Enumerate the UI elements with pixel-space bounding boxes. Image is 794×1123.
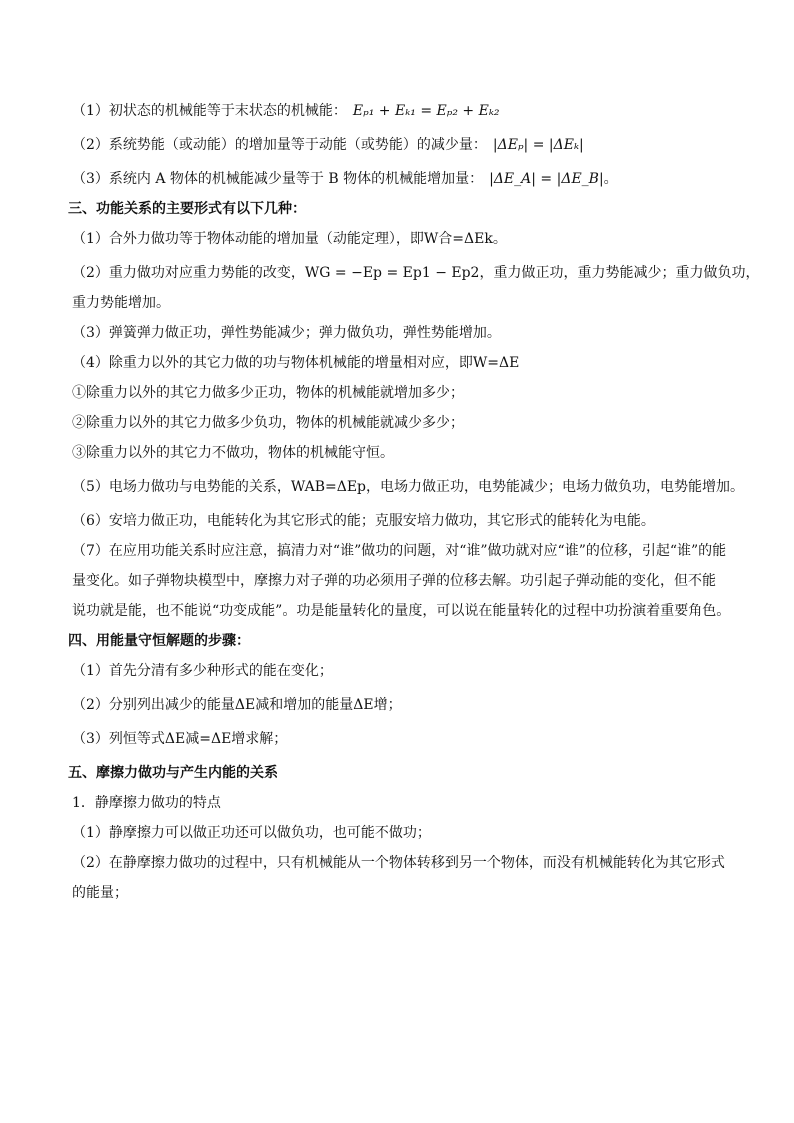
s5-item2-line1: （2）在静摩擦力做功的过程中，只有机械能从一个物体转移到另一个物体，而没有机械能转化为其它形式 xyxy=(72,855,725,871)
section-heading-3: 三、功能关系的主要形式有以下几种： xyxy=(68,201,306,217)
paragraph-s2-item1 xyxy=(72,100,732,122)
s3-item5: （5）电场力做功与电势能的关系，WAB=ΔEp，电场力做正功，电势能减少；电场力做负功，电势能增加。 xyxy=(72,479,745,495)
s2-item2-text: （2）系统势能（或动能）的增加量等于动能（或势能）的减少量： xyxy=(72,137,487,153)
s2-item3-text: （3）系统内 A 物体的机械能减少量等于 B 物体的机械能增加量： xyxy=(72,171,484,187)
s2-item3-tail: 。 xyxy=(603,171,618,187)
s3-item2-line2: 重力势能增加。 xyxy=(72,295,170,311)
s3-item7-line1: （7）在应用功能关系时应注意，搞清力对“谁”做功的问题，对“谁”做功就对应“谁”的位移，引起“谁”的能 xyxy=(72,543,727,559)
section-heading-4: 四、用能量守恒解题的步骤： xyxy=(68,633,250,649)
s3-item3: （3）弹簧弹力做正功，弹性势能减少；弹力做负功，弹性势能增加。 xyxy=(72,325,501,341)
s4-item3: （3）列恒等式ΔE减=ΔE增求解； xyxy=(72,731,288,747)
s2-item3-formula: |ΔE_A| = |ΔE_B| xyxy=(489,171,604,187)
s3-circle2: ②除重力以外的其它力做多少负功，物体的机械能就减少多少； xyxy=(72,415,464,431)
s4-item2: （2）分别列出减少的能量ΔE减和增加的能量ΔE增； xyxy=(72,697,402,713)
s5-sub1: 1．静摩擦力做功的特点 xyxy=(72,795,221,811)
s3-item1: （1）合外力做功等于物体动能的增加量（动能定理），即W合=ΔEk。 xyxy=(72,231,507,247)
section-heading-5: 五、摩擦力做功与产生内能的关系 xyxy=(68,765,278,781)
s3-item6: （6）安培力做正功，电能转化为其它形式的能；克服安培力做功，其它形式的能转化为电能。 xyxy=(72,513,655,529)
s3-circle1: ①除重力以外的其它力做多少正功，物体的机械能就增加多少； xyxy=(72,385,464,401)
s3-item7-line2: 量变化。如子弹物块模型中，摩擦力对子弹的功必须用子弹的位移去解。功引起子弹动能的变化，但不能 xyxy=(72,573,716,589)
paragraph-s2-item2 xyxy=(72,134,732,156)
s3-circle3: ③除重力以外的其它力不做功，物体的机械能守恒。 xyxy=(72,445,394,461)
s4-item1: （1）首先分清有多少种形式的能在变化； xyxy=(72,663,333,679)
document-page xyxy=(68,100,760,904)
s2-item2-formula: |ΔEₚ| = |ΔEₖ| xyxy=(492,137,584,153)
s3-item7-line3: 说功就是能，也不能说“功变成能”。功是能量转化的量度，可以说在能量转化的过程中功扮演着重要角色。 xyxy=(72,603,731,619)
s2-item1-text: （1）初状态的机械能等于末状态的机械能： xyxy=(72,103,347,119)
s5-item2-line2: 的能量； xyxy=(72,885,128,901)
paragraph-s2-item3 xyxy=(72,168,732,190)
s3-item4: （4）除重力以外的其它力做的功与物体机械能的增量相对应，即W=ΔE xyxy=(72,355,520,371)
s2-item1-formula: Eₚ₁ + Eₖ₁ = Eₚ₂ + Eₖ₂ xyxy=(352,103,500,119)
s5-item1: （1）静摩擦力可以做正功还可以做负功，也可能不做功； xyxy=(72,825,431,841)
s3-item2-line1: （2）重力做功对应重力势能的改变，WG = −Ep = Ep1 − Ep2，重力做正功，重力势能减少；重力做负功， xyxy=(72,265,760,281)
